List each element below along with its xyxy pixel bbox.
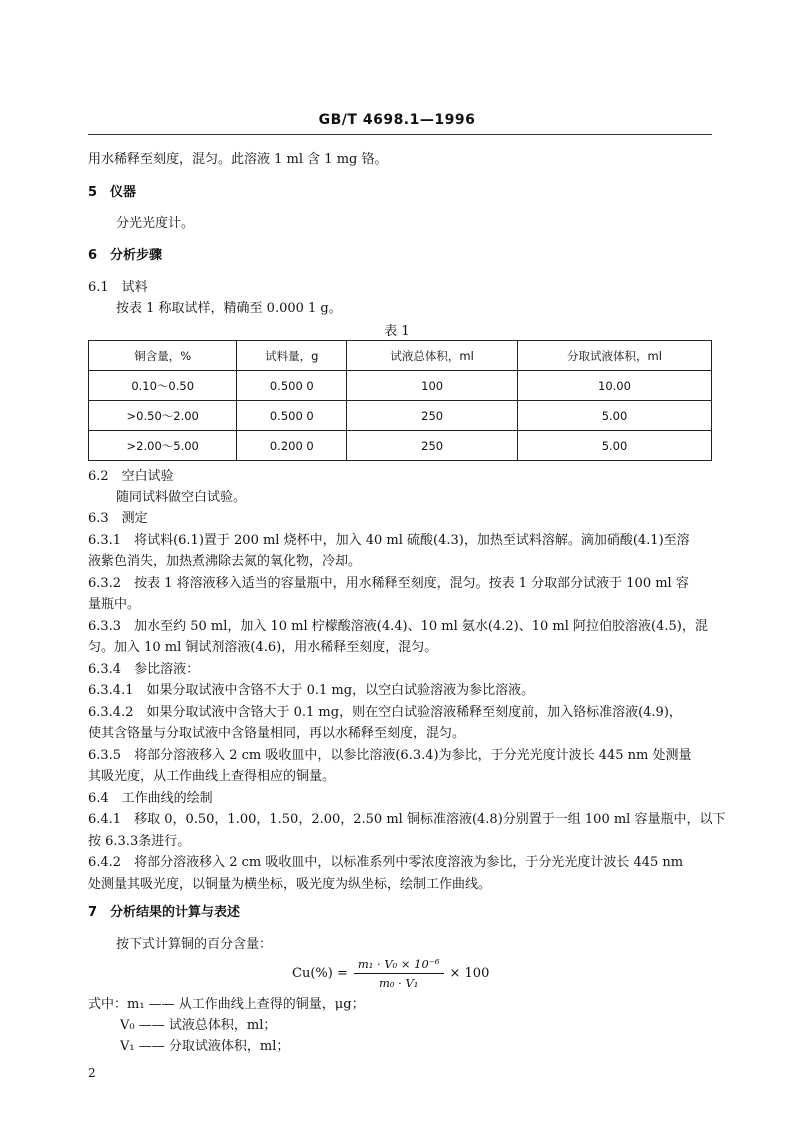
- table-cell: 0.500 0: [237, 371, 347, 401]
- table-row: [89, 431, 712, 461]
- subsection-heading-6-4: 6.4 工作曲线的绘制: [88, 791, 213, 806]
- paragraph-line: 6.4.1 移取 0，0.50，1.00，1.50，2.00，2.50 ml 铜标准溶液(4.8)分别置于一组 100 ml 容量瓶中，以下: [88, 812, 726, 827]
- table-cell: >0.50～2.00: [89, 401, 237, 431]
- formula-fraction: [354, 957, 444, 990]
- table-cell: 0.500 0: [237, 401, 347, 431]
- page-number: 2: [88, 1066, 96, 1080]
- table-cell: 250: [347, 401, 518, 431]
- table-header-cell: 试液总体积，ml: [347, 341, 518, 371]
- table-cell: 0.200 0: [237, 431, 347, 461]
- table-cell: 100: [347, 371, 518, 401]
- formula-numerator: m₁ · V₀ × 10⁻⁶: [354, 957, 444, 974]
- paragraph-line: 使其含铬量与分取试液中含铬量相同，再以水稀释至刻度，混匀。: [88, 726, 466, 741]
- variable-definition: 式中：m₁ —— 从工作曲线上查得的铜量，μg；: [88, 997, 365, 1012]
- section-heading-6: 6 分析步骤: [88, 248, 163, 263]
- table-cell: 5.00: [517, 431, 711, 461]
- table-header-row: [89, 341, 712, 371]
- paragraph-line: 6.4.2 将部分溶液移入 2 cm 吸收皿中，以标准系列中零浓度溶液为参比，于分光光度计波长 445 nm: [88, 855, 684, 870]
- paragraph-line: 6.3.4.2 如果分取试液中含铬大于 0.1 mg，则在空白试验溶液稀释至刻度前，加入铬标准溶液(4.9)，: [88, 705, 682, 720]
- paragraph-line: 液紫色消失，加热煮沸除去氮的氧化物，冷却。: [88, 554, 362, 569]
- section-heading-5: 5 仪器: [88, 185, 137, 200]
- header-divider: [88, 134, 712, 135]
- paragraph-line: 其吸光度，从工作曲线上查得相应的铜量。: [88, 769, 336, 784]
- paragraph-line: 6.3.1 将试料(6.1)置于 200 ml 烧杯中，加入 40 ml 硫酸(4.3)，加热至试料溶解。滴加硝酸(4.1)至溶: [88, 533, 690, 548]
- subsection-heading-6-1: 6.1 试料: [88, 280, 148, 295]
- paragraph-line: 随同试料做空白试验。: [116, 490, 247, 505]
- variable-definition: V₀ —— 试液总体积，ml；: [120, 1018, 277, 1033]
- subsection-heading-6-3: 6.3 测定: [88, 511, 148, 526]
- paragraph-line: 按 6.3.3条进行。: [88, 834, 191, 849]
- paragraph-line: 用水稀释至刻度，混匀。此溶液 1 ml 含 1 mg 铬。: [88, 152, 388, 167]
- formula-denominator: m₀ · V₁: [378, 975, 419, 990]
- paragraph-line: 6.3.5 将部分溶液移入 2 cm 吸收皿中，以参比溶液(6.3.4)为参比，于分光光度计波长 445 nm 处测量: [88, 748, 692, 763]
- variable-definition: V₁ —— 分取试液体积，ml；: [120, 1039, 290, 1054]
- paragraph-line: 量瓶中。: [88, 597, 141, 612]
- paragraph-line: 处测量其吸光度，以铜量为横坐标，吸光度为纵坐标，绘制工作曲线。: [88, 877, 492, 892]
- table-cell: 0.10～0.50: [89, 371, 237, 401]
- sample-table: [88, 340, 712, 461]
- table-row: [89, 401, 712, 431]
- table-cell: >2.00～5.00: [89, 431, 237, 461]
- paragraph-line: 6.3.4.1 如果分取试液中含铬不大于 0.1 mg，以空白试验溶液为参比溶液。: [88, 683, 535, 698]
- standard-number-header: GB/T 4698.1—1996: [318, 112, 476, 128]
- paragraph-line: 按表 1 称取试样，精确至 0.000 1 g。: [116, 301, 342, 316]
- formula-lhs: Cu(%) =: [292, 965, 348, 981]
- table-row: [89, 371, 712, 401]
- table-title: 表 1: [384, 324, 410, 339]
- paragraph-line: 匀。加入 10 ml 铜试剂溶液(4.6)，用水稀释至刻度，混匀。: [88, 640, 438, 655]
- subsection-heading-6-2: 6.2 空白试验: [88, 469, 174, 484]
- table-cell: 250: [347, 431, 518, 461]
- table-cell: 10.00: [517, 371, 711, 401]
- paragraph-line: 6.3.3 加水至约 50 ml，加入 10 ml 柠檬酸溶液(4.4)、10 ml 氨水(4.2)、10 ml 阿拉伯胶溶液(4.5)，混: [88, 619, 708, 634]
- table-header-cell: 铜含量，%: [89, 341, 237, 371]
- paragraph-line: 按下式计算铜的百分含量：: [116, 937, 273, 952]
- formula-tail: × 100: [449, 965, 490, 981]
- table-header-cell: 试料量，g: [237, 341, 347, 371]
- section-heading-7: 7 分析结果的计算与表述: [88, 905, 241, 920]
- table-header-cell: 分取试液体积，ml: [517, 341, 711, 371]
- copper-percentage-formula: [292, 956, 489, 990]
- paragraph-line: 6.3.2 按表 1 将溶液移入适当的容量瓶中，用水稀释至刻度，混匀。按表 1 分取部分试液于 100 ml 容: [88, 576, 689, 591]
- table-cell: 5.00: [517, 401, 711, 431]
- paragraph-line: 分光光度计。: [116, 216, 195, 231]
- paragraph-line: 6.3.4 参比溶液：: [88, 662, 200, 677]
